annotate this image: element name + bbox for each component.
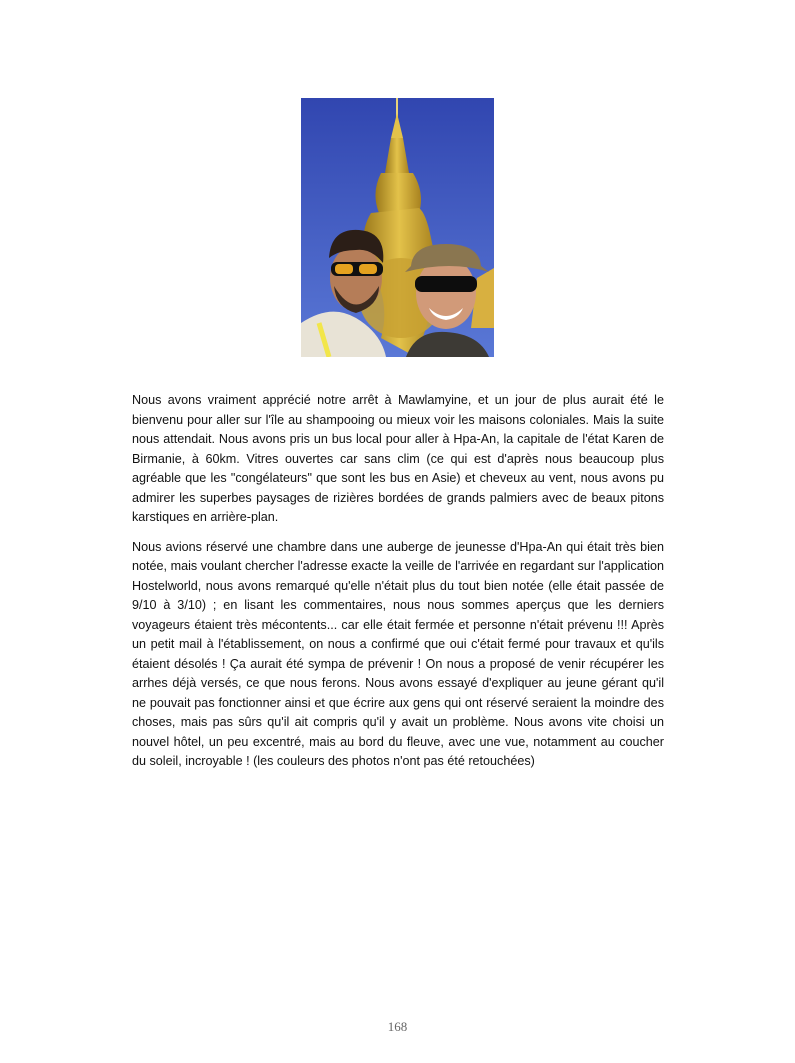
- paragraph-2: Nous avions réservé une chambre dans une auberge de jeunesse d'Hpa-An qui était très bien notée, mais voulant chercher l'adresse exacte la veille de l'arrivée en regardant sur l'application Hostelworld, nous avons remarqué qu'elle n'était plus du tout bien notée (elle était passée de 9/10 à 3/10) ; en lisant les commentaires, nous nous sommes aperçus que les derniers voyageurs étaient très mécontents... car elle était fermée et personne n'était prévenu !!! Après un petit mail à l'établissement, on nous a confirmé que oui c'était fermé pour travaux et qu'ils étaient désolés ! Ça aurait été sympa de prévenir ! On nous a proposé de venir récupérer les arrhes déjà versés, ce que nous ferons. Nous avons essayé d'expliquer au jeune gérant qu'il ne pouvait pas fonctionner ainsi et que écrire aux gens qui ont réservé seraient la moindre des choses, mais pas sûrs qu'il ait compris qu'il y avait un problème. Nous avons vite choisi un nouvel hôtel, un peu excentré, mais au bord du fleuve, avec une vue, notamment au coucher du soleil, incroyable ! (les couleurs des photos n'ont pas été retouchées): [132, 539, 664, 768]
- body-text: [132, 391, 664, 782]
- selfie-photo: [301, 98, 494, 357]
- photo-illustration: [301, 98, 494, 357]
- paragraph-1: Nous avons vraiment apprécié notre arrêt à Mawlamyine, et un jour de plus aurait été le bienvenu pour aller sur l'île au shampooing ou mieux voir les maisons coloniales. Mais la suite nous attendait. Nous avons pris un bus local pour aller à Hpa-An, la capitale de l'état Karen de Birmanie, à 60km. Vitres ouvertes car sans clim (ce qui est d'après nous beaucoup plus agréable que les "congélateurs" que sont les bus en Asie) et cheveux au vent, nous avons pu admirer les superbes paysages de rizières bordées de grands palmiers avec de beaux pitons karstiques en arrière-plan.: [132, 393, 664, 524]
- page-number: 168: [387, 1019, 408, 1034]
